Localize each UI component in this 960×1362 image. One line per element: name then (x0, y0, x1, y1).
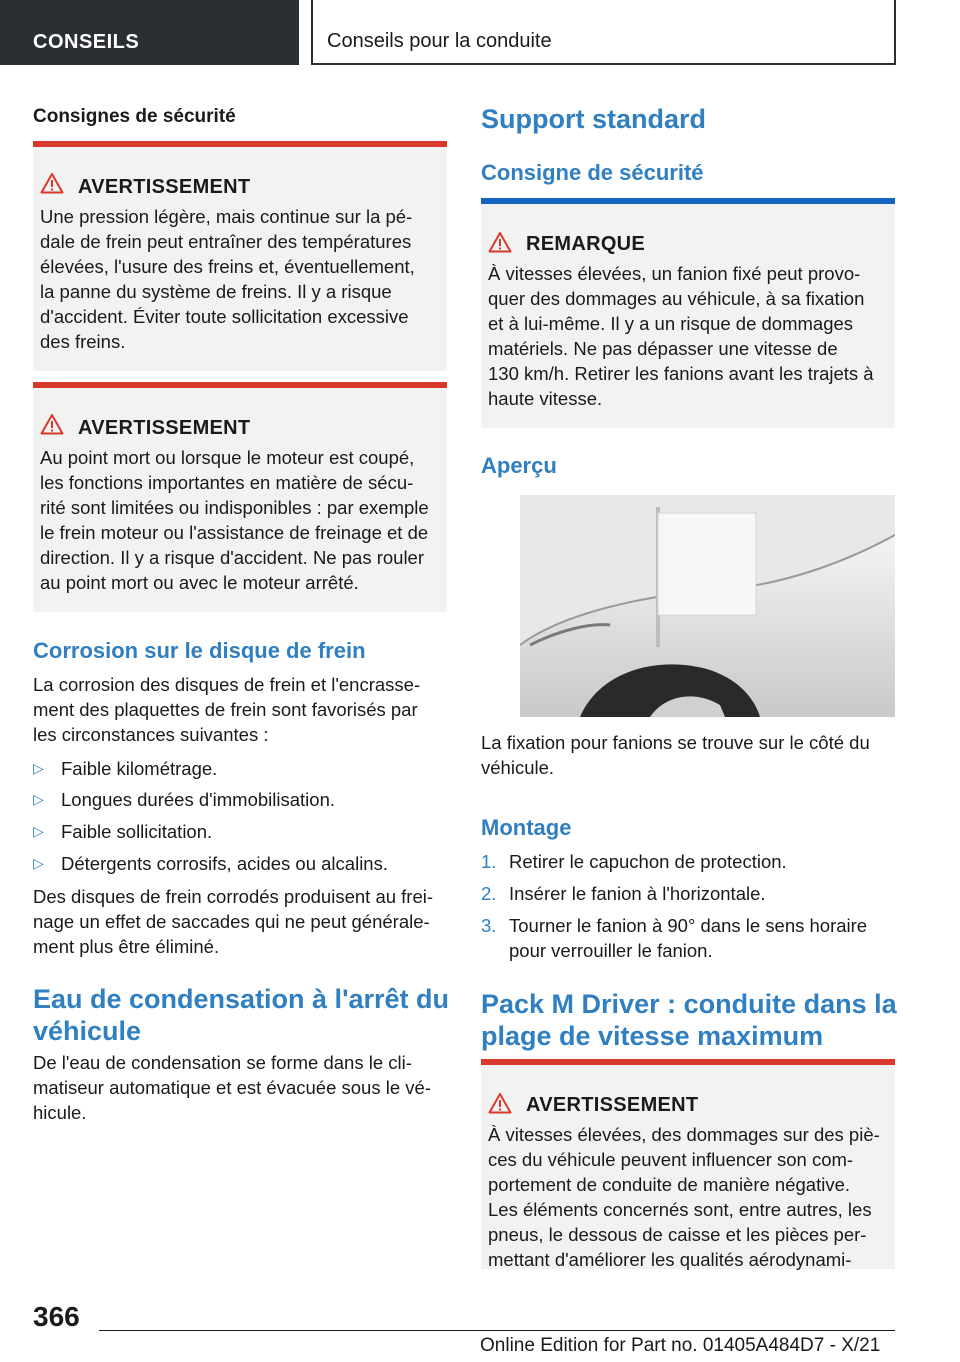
text-line: 130 km/h. Retirer les fanions avant les trajets à (488, 363, 874, 384)
warning-triangle-icon (488, 231, 512, 253)
flag-mount-photo (520, 495, 895, 717)
mounting-heading: Montage (481, 815, 572, 840)
text-line: rité sont limitées ou indisponibles : par exemple (40, 497, 429, 518)
safety-heading: Consignes de sécurité (33, 106, 236, 127)
text-line: dale de frein peut entraîner des températures (40, 231, 412, 252)
text-line: matériels. Ne pas dépasser une vitesse de (488, 338, 838, 359)
warning-triangle-icon (40, 413, 64, 435)
step-text: Tourner le fanion à 90° dans le sens horaire pour verrouiller le fanion. (509, 915, 868, 961)
text-line: des freins. (40, 331, 126, 352)
safety-subheading: Consigne de sécurité (481, 160, 704, 185)
text-line: les fonctions importantes en matière de sécu‐ (40, 472, 414, 493)
warning-title: AVERTISSEMENT (78, 176, 251, 198)
text-line: Les éléments concernés sont, entre autres, les (488, 1199, 872, 1220)
heading-line: Pack M Driver : conduite dans la (481, 989, 897, 1019)
text-line: ces du véhicule peuvent influencer son com‐ (488, 1149, 854, 1170)
text-line: pneus, le dessous de caisse et les pièces per‐ (488, 1224, 867, 1245)
step-number: 2. (481, 883, 497, 904)
text-line: élevées, l'usure des freins et, éventuellement, (40, 256, 415, 277)
warning-box-3 (481, 1059, 895, 1269)
bullet-icon: ▷ (33, 791, 44, 807)
page-number: 366 (33, 1301, 80, 1332)
text-line: quer des dommages au véhicule, à sa fixation (488, 288, 865, 309)
step-text: Insérer le fanion à l'horizontale. (509, 883, 766, 904)
step-text: Retirer le capuchon de protection. (509, 851, 787, 872)
text-line: portement de conduite de manière négative. (488, 1174, 851, 1195)
text-line: ment plus être éliminé. (33, 936, 220, 957)
text-line: La fixation pour fanions se trouve sur le côté du (481, 732, 870, 753)
text-line: La corrosion des disques de frein et l'encrasse‐ (33, 674, 421, 695)
note-title: REMARQUE (526, 233, 646, 255)
text-line: le frein moteur ou l'assistance de freinage et de (40, 522, 429, 543)
text-line: Au point mort ou lorsque le moteur est coupé, (40, 447, 415, 468)
overview-heading: Aperçu (481, 453, 557, 478)
text-line: d'accident. Éviter toute sollicitation excessive (40, 306, 409, 327)
list-item-text: Faible kilométrage. (61, 758, 218, 779)
text-line: nage un effet de saccades qui ne peut générale‐ (33, 911, 430, 932)
text-line: haute vitesse. (488, 388, 603, 409)
bullet-icon: ▷ (33, 855, 44, 871)
heading-line: plage de vitesse maximum (481, 1021, 824, 1051)
heading-line: véhicule (33, 1016, 142, 1046)
warning-box-2 (33, 382, 447, 612)
text-line: et à lui-même. Il y a un risque de dommages (488, 313, 854, 334)
bullet-icon: ▷ (33, 823, 44, 839)
text-line: mettant d'améliorer les qualités aérodynami‐ (488, 1249, 852, 1270)
text-line: matiseur automatique et est évacuée sous le vé‐ (33, 1077, 431, 1098)
text-line: Une pression légère, mais continue sur la pé‐ (40, 206, 413, 227)
list-item-text: Faible sollicitation. (61, 821, 213, 842)
text-line: au point mort ou avec le moteur arrêté. (40, 572, 359, 593)
heading-line: Eau de condensation à l'arrêt du (33, 984, 450, 1014)
text-line: la panne du système de freins. Il y a risque (40, 281, 392, 302)
step-number: 3. (481, 915, 497, 936)
step-item (481, 913, 895, 963)
chapter-header (311, 0, 896, 65)
warning-triangle-icon (40, 172, 64, 194)
text-line: véhicule. (481, 757, 555, 778)
list-item-text: Longues durées d'immobilisation. (61, 789, 335, 810)
text-line: hicule. (33, 1102, 87, 1123)
step-item (481, 849, 895, 874)
list-item-text: Détergents corrosifs, acides ou alcalins. (61, 853, 388, 874)
step-number: 1. (481, 851, 497, 872)
note-box (481, 198, 895, 428)
corrosion-intro (33, 672, 453, 747)
condensation-heading (33, 983, 453, 1047)
step-item (481, 881, 895, 906)
warning-text (488, 1122, 887, 1272)
edition-footer: Online Edition for Part no. 01405A484D7 - X/21 (480, 1335, 881, 1356)
text-line: Des disques de frein corrodés produisent au frei‐ (33, 886, 434, 907)
chapter-title: Conseils pour la conduite (327, 30, 552, 52)
text-line: les circonstances suivantes : (33, 724, 269, 745)
pack-heading (481, 988, 901, 1052)
warning-text (40, 445, 439, 595)
warning-text (40, 204, 439, 354)
warning-box-1 (33, 141, 447, 371)
list-item (33, 756, 447, 781)
list-item (33, 851, 447, 876)
support-heading: Support standard (481, 104, 707, 134)
list-item (33, 787, 447, 812)
car-fender-illustration (520, 495, 895, 717)
note-text (488, 261, 887, 411)
section-tab: CONSEILS (0, 0, 299, 65)
text-line: À vitesses élevées, des dommages sur des piè‐ (488, 1124, 880, 1145)
corrosion-outro (33, 884, 453, 959)
text-line: À vitesses élevées, un fanion fixé peut provo‐ (488, 263, 861, 284)
corrosion-heading: Corrosion sur le disque de frein (33, 638, 366, 663)
text-line: direction. Il y a risque d'accident. Ne pas rouler (40, 547, 425, 568)
warning-title: AVERTISSEMENT (526, 1094, 699, 1116)
condensation-text (33, 1050, 453, 1125)
photo-caption (481, 730, 901, 780)
warning-triangle-icon (488, 1092, 512, 1114)
text-line: ment des plaquettes de frein sont favorisés par (33, 699, 418, 720)
footer-divider (99, 1330, 895, 1331)
list-item (33, 819, 447, 844)
text-line: De l'eau de condensation se forme dans le cli‐ (33, 1052, 412, 1073)
warning-title: AVERTISSEMENT (78, 417, 251, 439)
bullet-icon: ▷ (33, 760, 44, 776)
